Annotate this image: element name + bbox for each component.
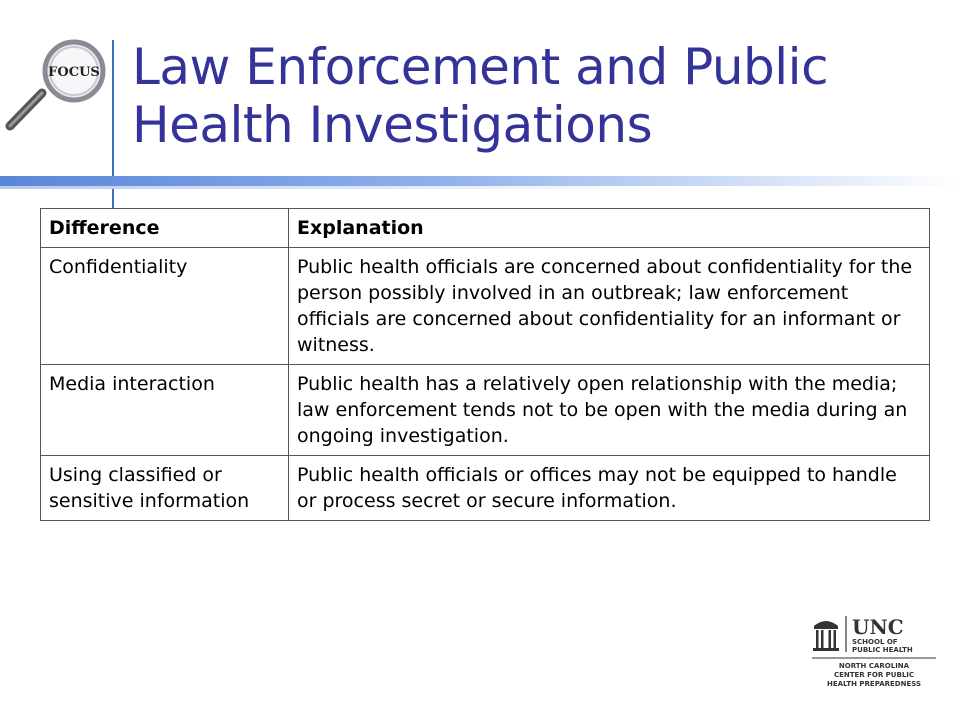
- page-title: Law Enforcement and Public Health Investigations: [132, 38, 829, 154]
- logo-center-line3: HEALTH PREPAREDNESS: [826, 680, 922, 688]
- differences-table: [40, 208, 930, 521]
- cell-difference: Media interaction: [41, 365, 289, 456]
- cell-difference: Using classified or sensitive information: [41, 456, 289, 521]
- logo-center-line1: NORTH CAROLINA: [838, 662, 910, 670]
- magnifier-focus-icon: [2, 38, 112, 138]
- header-explanation: Explanation: [289, 209, 930, 248]
- table-row: [41, 248, 930, 365]
- cell-difference: Confidentiality: [41, 248, 289, 365]
- logo-school-line1: SCHOOL OF: [852, 638, 898, 646]
- title-underline-shadow: [0, 186, 960, 189]
- old-well-icon: [813, 621, 839, 651]
- cell-explanation: Public health officials or offices may not be equipped to handle or process secret or secure information.: [289, 456, 930, 521]
- table-header-row: [41, 209, 930, 248]
- table-row: [41, 456, 930, 521]
- header-difference: Difference: [41, 209, 289, 248]
- cell-explanation: Public health has a relatively open relationship with the media; law enforcement tends not to be open with the media during an ongoing investigation.: [289, 365, 930, 456]
- title-underline-bar: [0, 176, 960, 186]
- table-row: [41, 365, 930, 456]
- focus-label: FOCUS: [48, 65, 100, 80]
- logo-school-line2: PUBLIC HEALTH: [852, 646, 913, 654]
- unc-nccphp-logo: [808, 612, 938, 692]
- cell-explanation: Public health officials are concerned about confidentiality for the person possibly involved in an outbreak; law enforcement officials are concerned about confidentiality for an informant or witness.: [289, 248, 930, 365]
- logo-center-line2: CENTER FOR PUBLIC: [833, 671, 915, 679]
- logo-unc: UNC: [852, 615, 904, 639]
